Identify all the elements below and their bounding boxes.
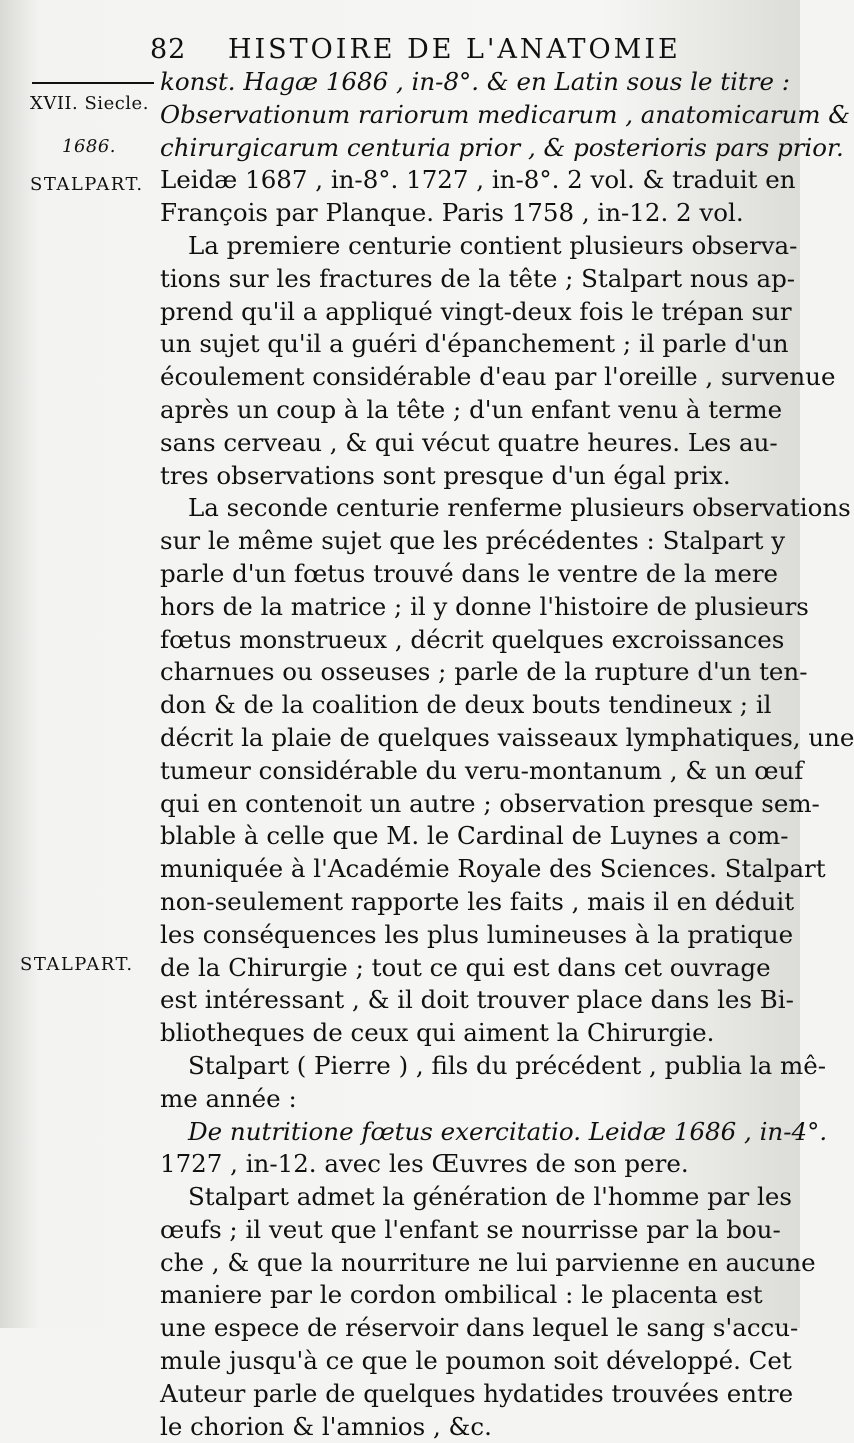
text-line: les conséquences les plus lumineuses à la pratique [160,919,794,949]
text-line: parle d'un fœtus trouvé dans le ventre de la mere [160,558,779,588]
text-line: François par Planque. Paris 1758 , in-12. 2 vol. [160,198,744,228]
text-line: de la Chirurgie ; tout ce qui est dans cet ouvrage [160,952,771,982]
text-line: blable à celle que M. le Cardinal de Luynes a com- [160,821,789,851]
text-line: Stalpart admet la génération de l'homme par les [188,1182,792,1212]
text-line: sur le même sujet que les précédentes : Stalpart y [160,526,786,556]
text-line: me année : [160,1083,297,1113]
text-line: Leidæ 1687 , in-8°. 1727 , in-8°. 2 vol. & traduit en [160,165,796,195]
text-line: mule jusqu'à ce que le poumon soit développé. Cet [160,1346,792,1376]
text-line: une espece de réservoir dans lequel le sang s'accu- [160,1313,799,1343]
text-line: Stalpart ( Pierre ) , fils du précédent , publia la mê- [188,1050,827,1080]
text-line: che , & que la nourriture ne lui parvienne en aucune [160,1247,816,1277]
header-rule [32,82,154,84]
text-line: le chorion & l'amnios , &c. [160,1411,492,1441]
text-line: hors de la matrice ; il y donne l'histoire de plusieurs [160,591,809,621]
text-line: prend qu'il a appliqué vingt-deux fois le trépan sur [160,296,792,326]
running-header [150,34,790,65]
margin-author-stalpart-2: STALPART. [20,954,134,975]
text-line: sans cerveau , & qui vécut quatre heures. Les au- [160,427,778,457]
text-line: bliotheques de ceux qui aiment la Chirurgie. [160,1018,715,1048]
text-line: est intéressant , & il doit trouver place dans les Bi- [160,985,794,1015]
text-line: De nutritione fœtus exercitatio. Leidæ 1686 , in-4°. [188,1116,828,1146]
text-line: konst. Hagæ 1686 , in-8°. & en Latin sous le titre : [160,67,791,96]
text-line: muniquée à l'Académie Royale des Sciences. Stalpart [160,854,826,884]
text-line: La premiere centurie contient plusieurs observa- [188,230,798,260]
text-line: tumeur considérable du veru-montanum , & un œuf [160,755,804,785]
text-line: un sujet qu'il a guéri d'épanchement ; il parle d'un [160,329,789,359]
text-line: non-seulement rapporte les faits , mais il en déduit [160,886,795,916]
text-line: tions sur les fractures de la tête ; Stalpart nous ap- [160,263,796,293]
text-line: La seconde centurie renferme plusieurs observations [188,493,851,523]
text-line: après un coup à la tête ; d'un enfant venu à terme [160,394,783,424]
text-line: décrit la plaie de quelques vaisseaux lymphatiques, une [160,722,854,752]
text-line: fœtus monstrueux , décrit quelques excroissances [160,624,785,654]
text-line: œufs ; il veut que l'enfant se nourrisse par la bou- [160,1214,781,1244]
text-line: maniere par le cordon ombilical : le placenta est [160,1280,763,1310]
text-line: 1727 , in-12. avec les Œuvres de son pere. [160,1149,689,1179]
margin-year: 1686. [62,136,117,157]
text-line: don & de la coalition de deux bouts tendineux ; il [160,690,772,720]
text-line: Observationum rariorum medicarum , anatomicarum & [160,99,851,129]
body-text [160,66,854,1443]
text-line: Auteur parle de quelques hydatides trouvées entre [160,1378,794,1408]
text-line: tres observations sont presque d'un égal prix. [160,460,731,490]
running-title: HISTOIRE DE L'ANATOMIE [227,34,681,65]
text-line: chirurgicarum centuria prior , & posterioris pars prior. [160,132,844,162]
text-line: charnues ou osseuses ; parle de la rupture d'un ten- [160,657,808,687]
text-line: écoulement considérable d'eau par l'oreille , survenue [160,362,836,392]
margin-century: XVII. Siecle. [30,93,149,114]
text-line: qui en contenoit un autre ; observation presque sem- [160,788,820,818]
page-number: 82 [150,34,187,65]
margin-author-stalpart: STALPART. [30,174,144,195]
